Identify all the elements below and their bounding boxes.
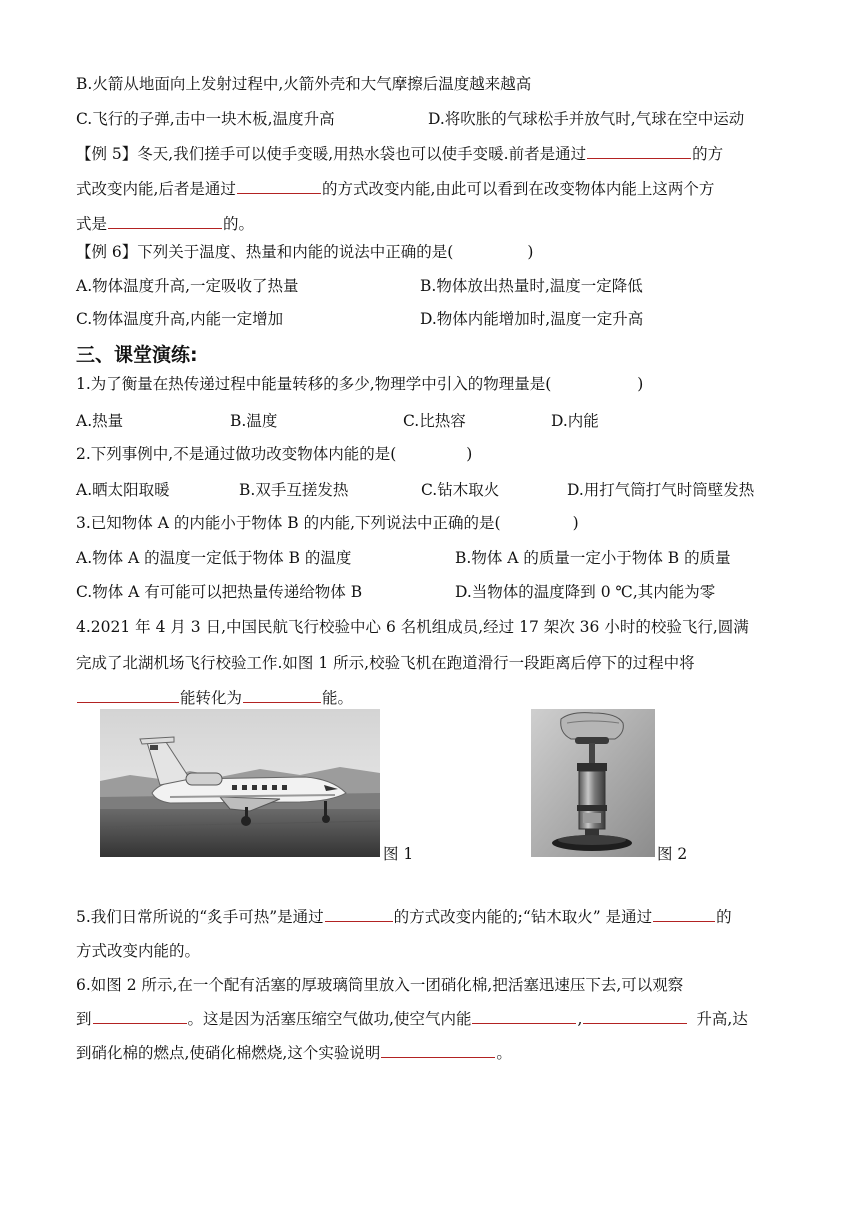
question3-option-c: C.物体 A 有可能可以把热量传递给物体 B (76, 583, 363, 601)
question2-option-c: C.钻木取火 (421, 481, 500, 499)
prev-option-d: D.将吹胀的气球松手并放气时,气球在空中运动 (428, 110, 745, 128)
example5-line2: 式改变内能,后者是通过 的方式改变内能,由此可以看到在改变物体内能上这两个方 (76, 180, 715, 198)
question2-stem: 2.下列事例中,不是通过做功改变物体内能的是( ) (76, 445, 473, 463)
answer-blank[interactable] (472, 1009, 576, 1024)
question3-option-b: B.物体 A 的质量一定小于物体 B 的质量 (455, 549, 731, 567)
question1-option-d: D.内能 (551, 412, 599, 430)
example5-line3: 式是 的。 (76, 215, 255, 233)
question3-stem: 3.已知物体 A 的内能小于物体 B 的内能,下列说法中正确的是( ) (76, 514, 579, 532)
question1-option-a: A.热量 (76, 412, 124, 430)
prev-option-b: B.火箭从地面向上发射过程中,火箭外壳和大气摩擦后温度越来越高 (76, 75, 532, 93)
example6-stem: 【例 6】下列关于温度、热量和内能的说法中正确的是( ) (76, 243, 534, 261)
answer-blank[interactable] (653, 907, 715, 922)
question4-line3: 能转化为 能。 (76, 687, 353, 709)
question6-line2: 到 。这是因为活塞压缩空气做功,使空气内能 , 升高,达 (76, 1010, 748, 1028)
figure2-piston-photo (531, 709, 655, 857)
answer-blank[interactable] (583, 1009, 687, 1024)
question5-line2: 方式改变内能的。 (76, 942, 201, 960)
example6-option-b: B.物体放出热量时,温度一定降低 (420, 277, 643, 295)
answer-blank[interactable] (243, 688, 321, 703)
answer-blank[interactable] (587, 144, 691, 159)
question4-line2: 完成了北湖机场飞行校验工作.如图 1 所示,校验飞机在跑道滑行一段距离后停下的过程中将 (76, 654, 695, 672)
answer-blank[interactable] (381, 1043, 495, 1058)
figure2-caption: 图 2 (657, 845, 688, 863)
example5-label: 【例 5】 (76, 145, 138, 163)
answer-blank[interactable] (108, 214, 222, 229)
question1-option-c: C.比热容 (403, 412, 466, 430)
answer-blank[interactable] (77, 688, 179, 703)
question3-option-d: D.当物体的温度降到 0 ℃,其内能为零 (455, 583, 716, 601)
question6-line3: 到硝化棉的燃点,使硝化棉燃烧,这个实验说明 。 (76, 1044, 512, 1062)
answer-blank[interactable] (93, 1009, 187, 1024)
figure1-airplane-photo (100, 709, 380, 857)
question1-stem: 1.为了衡量在热传递过程中能量转移的多少,物理学中引入的物理量是( ) (76, 375, 644, 393)
section-heading: 三、课堂演练: (76, 344, 198, 366)
question3-option-a: A.物体 A 的温度一定低于物体 B 的温度 (76, 549, 352, 567)
example6-option-a: A.物体温度升高,一定吸收了热量 (76, 277, 299, 295)
question2-option-d: D.用打气筒打气时筒壁发热 (567, 481, 755, 499)
prev-option-c: C.飞行的子弹,击中一块木板,温度升高 (76, 110, 335, 128)
example5-line1: 【例 5】冬天,我们搓手可以使手变暖,用热水袋也可以使手变暖.前者是通过 的方 (76, 145, 724, 163)
question1-option-b: B.温度 (230, 412, 278, 430)
question5-line1: 5.我们日常所说的“炙手可热”是通过 的方式改变内能的;“钻木取火” 是通过 的 (76, 908, 732, 926)
question4-line1: 4.2021 年 4 月 3 日,中国民航飞行校验中心 6 名机组成员,经过 17 架次 36 小时的校验飞行,圆满 (76, 618, 749, 636)
example6-option-c: C.物体温度升高,内能一定增加 (76, 310, 284, 328)
example6-label: 【例 6】 (76, 243, 138, 261)
answer-blank[interactable] (237, 179, 321, 194)
figure1-caption: 图 1 (383, 845, 414, 863)
answer-blank[interactable] (325, 907, 393, 922)
question2-option-b: B.双手互搓发热 (239, 481, 349, 499)
example6-option-d: D.物体内能增加时,温度一定升高 (420, 310, 644, 328)
question2-option-a: A.晒太阳取暖 (76, 481, 170, 499)
question6-line1: 6.如图 2 所示,在一个配有活塞的厚玻璃筒里放入一团硝化棉,把活塞迅速压下去,可以观察 (76, 976, 684, 994)
